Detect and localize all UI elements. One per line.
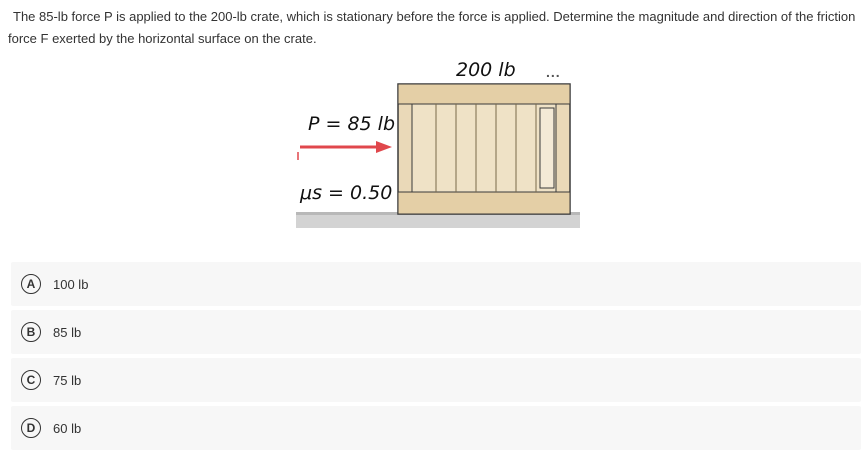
option-letter-d: D <box>21 418 41 438</box>
option-b[interactable] <box>11 310 861 354</box>
weight-label: 200 lb <box>456 59 516 81</box>
option-c[interactable] <box>11 358 861 402</box>
option-text-b: 85 lb <box>53 324 82 340</box>
answer-options <box>11 262 861 454</box>
option-letter-b: B <box>21 322 41 342</box>
force-arrow <box>298 141 392 160</box>
option-text-c: 75 lb <box>53 372 82 388</box>
crate <box>398 84 570 214</box>
option-d[interactable] <box>11 406 861 450</box>
option-text-d: 60 lb <box>53 420 82 436</box>
option-text-a: 100 lb <box>53 276 89 292</box>
option-letter-c: C <box>21 370 41 390</box>
question-body: The 85-lb force P is applied to the 200-lb crate, which is stationary before the force is applied. Determine the magnitude and direction of the friction force F exerted by the horizontal surface on the crate. <box>8 9 856 46</box>
crate-diagram <box>296 56 581 230</box>
friction-coefficient-label: μs = 0.50 <box>300 182 393 204</box>
more-options-icon[interactable]: ... <box>546 64 561 80</box>
force-label: P = 85 lb <box>308 113 396 135</box>
option-letter-a: A <box>21 274 41 294</box>
question-text <box>8 6 856 50</box>
option-a[interactable] <box>11 262 861 306</box>
problem-figure <box>296 56 581 230</box>
